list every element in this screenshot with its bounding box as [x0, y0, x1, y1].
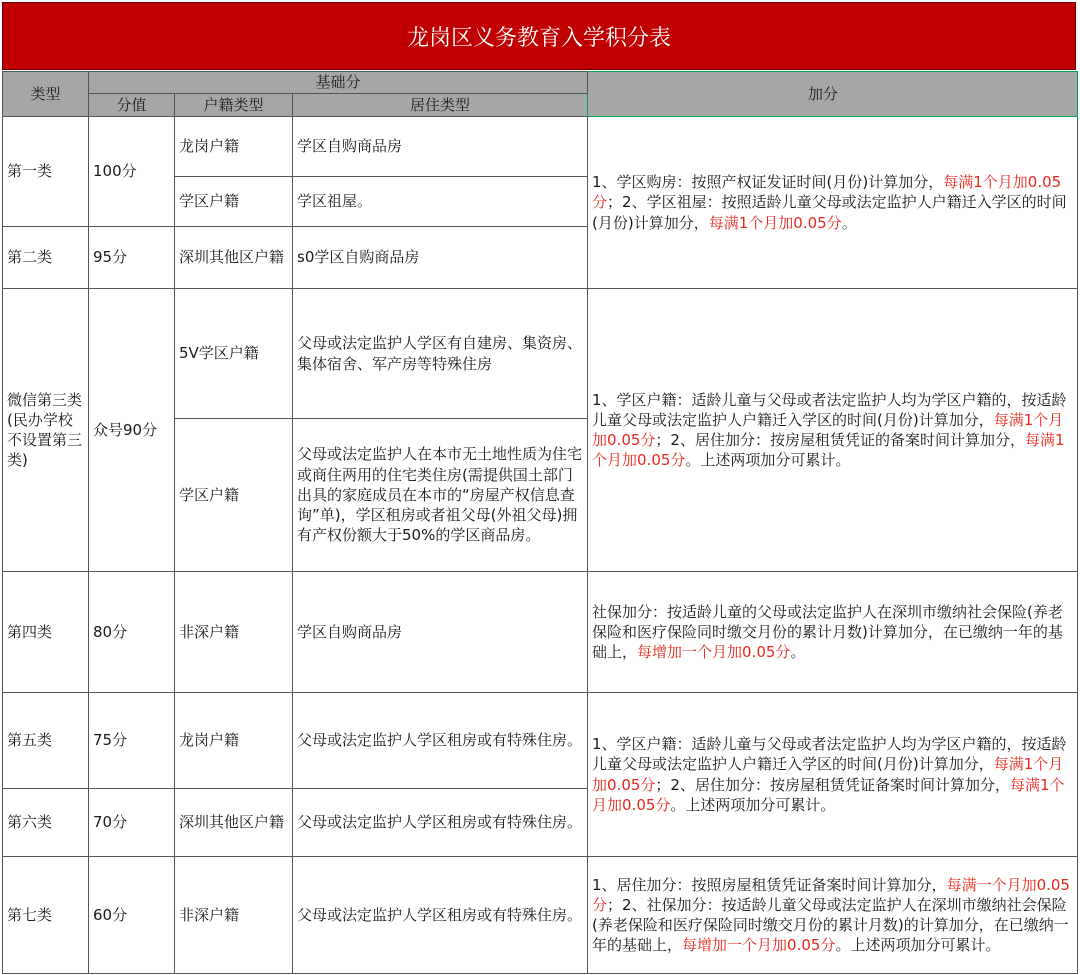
hukou-cell: 学区户籍: [175, 177, 293, 227]
header-bonus: 加分: [588, 72, 1078, 117]
residence-cell: 父母或法定监护人在本市无土地性质为住宅或商住两用的住宅类住房(需提供国土部门出具的家庭成员在本市的“房屋产权信息查询”单)，学区租房或者祖父母(外祖父母)拥有产权份额大于50%的学区商品房。: [293, 419, 588, 572]
header-base-score: 基础分: [89, 72, 588, 94]
residence-cell: 父母或法定监护人学区租房或有特殊住房。: [293, 789, 588, 857]
category-cell: 第七类: [3, 857, 89, 974]
hukou-cell: 5V学区户籍: [175, 289, 293, 419]
bonus-highlight: 每满1个月加0.05分: [592, 755, 1064, 794]
bonus-cell: 1、居住加分：按照房屋租赁凭证备案时间计算加分，每满一个月加0.05分；2、社保加分：按适龄儿童父母或法定监护人在深圳市缴纳社会保险(养老保险和医疗保险同时缴交月份的累计月数)的计算加分，在已缴纳一年的基础上，每增加一个月加0.05分。上述两项加分可累计。: [588, 857, 1078, 974]
hukou-cell: 学区户籍: [175, 419, 293, 572]
hukou-cell: 龙岗户籍: [175, 117, 293, 177]
header-type: 类型: [3, 72, 89, 117]
residence-cell: 学区祖屋。: [293, 177, 588, 227]
category-cell: 第四类: [3, 572, 89, 693]
bonus-highlight: 每满1个月加0.05分: [708, 213, 842, 232]
category-cell: 第二类: [3, 227, 89, 289]
residence-cell: 学区自购商品房: [293, 572, 588, 693]
bonus-cell: 1、学区购房：按照产权证发证时间(月份)计算加分，每满1个月加0.05分；2、学区祖屋：按照适龄儿童父母或法定监护人户籍迁入学区的时间(月份)计算加分，每满1个月加0.05分。: [588, 117, 1078, 289]
residence-cell: 学区自购商品房: [293, 117, 588, 177]
bonus-highlight: 每满1个月加0.05分: [592, 173, 1062, 212]
residence-cell: s0学区自购商品房: [293, 227, 588, 289]
bonus-highlight: 每增加一个月加0.05分: [637, 643, 791, 662]
header-score: 分值: [89, 94, 175, 117]
score-cell: 95分: [89, 227, 175, 289]
score-cell: 75分: [89, 693, 175, 789]
table-row: [3, 693, 1078, 789]
header-residence-type: 居住类型: [293, 94, 588, 117]
hukou-cell: 深圳其他区户籍: [175, 227, 293, 289]
bonus-cell: 1、学区户籍：适龄儿童与父母或者法定监护人均为学区户籍的，按适龄儿童父母或法定监护人户籍迁入学区的时间(月份)计算加分，每满1个月加0.05分；2、居住加分：按房屋租赁凭证的备案时间计算加分，每满1个月加0.05分。上述两项加分可累计。: [588, 289, 1078, 572]
residence-cell: 父母或法定监护人学区租房或有特殊住房。: [293, 857, 588, 974]
category-cell: 第五类: [3, 693, 89, 789]
score-cell: 60分: [89, 857, 175, 974]
bonus-cell: 1、学区户籍：适龄儿童与父母或者法定监护人均为学区户籍的，按适龄儿童父母或法定监护人户籍迁入学区的时间(月份)计算加分，每满1个月加0.05分；2、居住加分：按房屋租赁凭证备案时间计算加分，每满1个月加0.05分。上述两项加分可累计。: [588, 693, 1078, 857]
residence-cell: 父母或法定监护人学区有自建房、集资房、集体宿舍、军产房等特殊住房: [293, 289, 588, 419]
score-cell: 众号90分: [89, 289, 175, 572]
bonus-highlight: 每增加一个月加0.05分: [682, 936, 836, 955]
bonus-highlight: 每满1个月加0.05分: [592, 431, 1065, 470]
category-cell: 微信第三类(民办学校不设置第三类): [3, 289, 89, 572]
table-row: [3, 572, 1078, 693]
hukou-cell: 非深户籍: [175, 857, 293, 974]
score-table: [2, 71, 1078, 974]
hukou-cell: 深圳其他区户籍: [175, 789, 293, 857]
hukou-cell: 非深户籍: [175, 572, 293, 693]
bonus-highlight: 每满1个月加0.05分: [592, 775, 1065, 814]
table-row: [3, 289, 1078, 419]
bonus-cell: 社保加分：按适龄儿童的父母或法定监护人在深圳市缴纳社会保险(养老保险和医疗保险同时缴交月份的累计月数)计算加分，在已缴纳一年的基础上，每增加一个月加0.05分。: [588, 572, 1078, 693]
score-cell: 80分: [89, 572, 175, 693]
bonus-highlight: 每满1个月加0.05分: [592, 410, 1064, 449]
bonus-highlight: 每满一个月加0.05分: [592, 875, 1070, 914]
table-row: [3, 117, 1078, 177]
header-hukou-type: 户籍类型: [175, 94, 293, 117]
category-cell: 第一类: [3, 117, 89, 227]
table-row: [3, 857, 1078, 974]
score-cell: 100分: [89, 117, 175, 227]
hukou-cell: 龙岗户籍: [175, 693, 293, 789]
table-title: 龙岗区义务教育入学积分表: [2, 2, 1076, 70]
residence-cell: 父母或法定监护人学区租房或有特殊住房。: [293, 693, 588, 789]
category-cell: 第六类: [3, 789, 89, 857]
score-cell: 70分: [89, 789, 175, 857]
header-row-1: [3, 72, 1078, 94]
